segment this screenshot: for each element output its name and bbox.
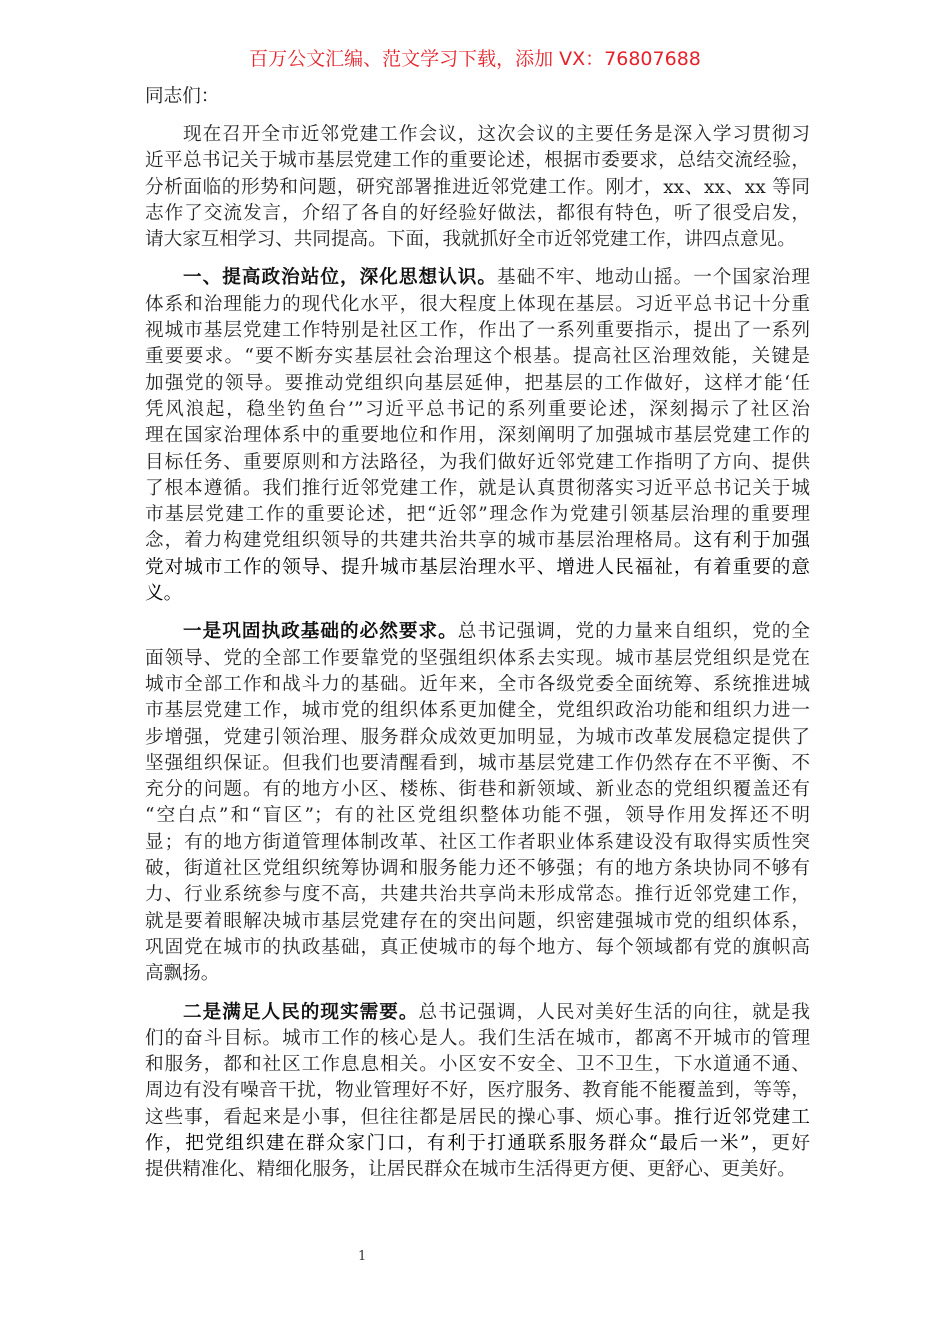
text-segment: 志作了交流发言，介绍了各自的好经验好做法，都很有特色，听了很受启发，: [145, 202, 810, 224]
text-line: [145, 555, 810, 581]
text-line: [145, 1052, 810, 1078]
text-line: [145, 1000, 810, 1026]
text-line: [145, 292, 810, 318]
text-line: [145, 751, 810, 777]
text-segment: 请大家互相学习、共同提高。下面，我就抓好全市近邻党建工作，讲四点意见。: [145, 229, 796, 251]
paragraph: [145, 122, 810, 253]
text-segment: 破，街道社区党组织统筹协调和服务能力还不够强；有的地方条块协同不够有: [145, 858, 810, 880]
text-segment: 念，着力构建党组织领导的共建共治共享的城市基层治理格局。: [145, 530, 694, 552]
text-line: [145, 935, 810, 961]
text-segment: 基础不牢、地动山摇。一个国家治理: [497, 267, 810, 289]
text-line: [145, 777, 810, 803]
text-line: [145, 175, 810, 201]
text-segment: 加强党的领导。要推动党组织向基层延伸，把基层的工作做好，这样才能‘任: [145, 372, 810, 394]
text-segment: 党对城市工作的领导、提升城市基层治理水平、增进人民福祉，有着重要的意: [145, 556, 810, 578]
text-line: [145, 909, 810, 935]
document-body: [145, 84, 810, 1196]
bold-heading-text: 一是巩固执政基础的必然要求。: [183, 621, 458, 643]
text-segment: 就是要着眼解决城市基层党建存在的突出问题，织密建强城市党的组织体系，: [145, 910, 810, 932]
text-segment: 作，把党组织建在群众家门口，有利于打通联系服务群众“最后一米”，: [145, 1132, 772, 1154]
text-segment: 充分的问题。有的地方小区、楼栋、街巷和新领域、新业态的党组织覆盖还有: [145, 779, 810, 801]
text-line: [145, 672, 810, 698]
text-segment: 高飘扬。: [145, 963, 220, 985]
paragraph: [145, 1000, 810, 1184]
text-segment: 周边有没有噪音干扰，物业管理好不好，医疗服务、教育能不能覆盖到，等等，: [145, 1080, 810, 1102]
text-line: [145, 882, 810, 908]
text-line: [145, 265, 810, 291]
text-line: [145, 856, 810, 882]
text-segment: 体系和治理能力的现代化水平，很大程度上体现在基层。习近平总书记十分重: [145, 293, 810, 315]
salutation: 同志们：: [145, 86, 220, 107]
text-line: [145, 646, 810, 672]
text-line: [145, 344, 810, 370]
text-line: [145, 371, 810, 397]
text-line: [145, 528, 810, 554]
text-line: [145, 1131, 810, 1157]
text-segment: 总书记强调，党的力量来自组织，党的全: [457, 621, 810, 643]
bold-heading-text: 一、提高政治站位，深化思想认识。: [183, 267, 498, 289]
text-segment: 重要要求。“要不断夯实基层社会治理这个根基。提高社区治理效能，关键是: [145, 346, 810, 368]
text-line: [145, 318, 810, 344]
text-line: [145, 1026, 810, 1052]
text-segment: 义。: [145, 583, 183, 605]
text-segment: 这些事，看起来是小事，但往往都是居民的操心事、烦心事。: [145, 1106, 674, 1128]
text-line: [145, 502, 810, 528]
text-segment: 巩固党在城市的执政基础，真正使城市的每个地方、每个领域都有党的旗帜高: [145, 936, 810, 958]
text-line: [145, 227, 810, 253]
paragraphs: [145, 122, 810, 1184]
text-line: [145, 423, 810, 449]
text-line: [145, 148, 810, 174]
text-line: [145, 201, 810, 227]
text-segment: “空白点”和“盲区”；有的社区党组织整体功能不强，领导作用发挥还不明: [145, 805, 810, 827]
text-segment: 目标任务、重要原则和方法路径，为我们做好近邻党建工作指明了方向、提供: [145, 451, 810, 473]
text-segment: 这有利于加强: [693, 530, 810, 552]
text-line: [145, 698, 810, 724]
text-line: [145, 725, 810, 751]
text-line: [145, 830, 810, 856]
text-segment: 市基层党建工作的重要论述，把“近邻”理念作为党建引领基层治理的重要理: [145, 504, 810, 526]
paragraph: [145, 265, 810, 607]
text-line: [145, 450, 810, 476]
text-segment: 市基层党建工作，城市党的组织体系更加健全，党组织政治功能和组织力进一: [145, 700, 810, 722]
text-segment: 坚强组织保证。但我们也要清醒看到，城市基层党建工作仍然存在不平衡、不: [145, 752, 810, 774]
text-segment: 近平总书记关于城市基层党建工作的重要论述，根据市委要求，总结交流经验，: [145, 150, 810, 172]
text-segment: 力、行业系统参与度不高，共建共治共享尚未形成常态。推行近邻党建工作，: [145, 884, 810, 906]
watermark-header: 百万公文汇编、范文学习下载，添加 VX：76807688: [249, 48, 701, 70]
text-line: [145, 581, 810, 607]
bold-heading-text: 二是满足人民的现实需要。: [183, 1001, 419, 1023]
text-segment: 了根本遵循。我们推行近邻党建工作，就是认真贯彻落实习近平总书记关于城: [145, 477, 810, 499]
text-segment: 现在召开全市近邻党建工作会议，这次会议的主要任务是深入学习贯彻习: [183, 124, 810, 145]
text-segment: 视城市基层党建工作特别是社区工作，作出了一系列重要指示，提出了一系列: [145, 320, 810, 342]
text-line: [145, 476, 810, 502]
text-line: [145, 619, 810, 645]
text-line: [145, 122, 810, 148]
text-segment: 凭风浪起，稳坐钓鱼台’”习近平总书记的系列重要论述，深刻揭示了社区治: [145, 398, 810, 420]
text-line: [145, 803, 810, 829]
text-segment: 显；有的地方街道管理体制改革、社区工作者职业体系建设没有取得实质性突: [145, 831, 810, 853]
text-segment: 推行近邻党建工: [673, 1106, 810, 1128]
text-line: [145, 397, 810, 423]
text-segment: 提供精准化、精细化服务，让居民群众在城市生活得更方便、更舒心、更美好。: [145, 1159, 796, 1181]
text-segment: 们的奋斗目标。城市工作的核心是人。我们生活在城市，都离不开城市的管理: [145, 1027, 810, 1049]
paragraph: [145, 619, 810, 987]
text-segment: 总书记强调，人民对美好生活的向往，就是我: [418, 1001, 810, 1023]
text-segment: 面领导、党的全部工作要靠党的坚强组织体系去实现。城市基层党组织是党在: [145, 647, 810, 669]
text-segment: 步增强，党建引领治理、服务群众成效更加明显，为城市改革发展稳定提供了: [145, 726, 810, 748]
page-number: 1: [358, 1249, 367, 1264]
text-line: [145, 1078, 810, 1104]
text-line: [145, 961, 810, 987]
text-segment: 和服务，都和社区工作息息相关。小区安不安全、卫不卫生，下水道通不通、: [145, 1054, 810, 1076]
text-line: [145, 1105, 810, 1131]
text-segment: 理在国家治理体系中的重要地位和作用，深刻阐明了加强城市基层党建工作的: [145, 425, 810, 447]
text-segment: 更好: [771, 1132, 810, 1154]
text-segment: 城市全部工作和战斗力的基础。近年来，全市各级党委全面统筹、系统推进城: [145, 673, 810, 695]
text-line: [145, 1157, 810, 1183]
text-segment: 分析面临的形势和问题，研究部署推进近邻党建工作。刚才，xx、xx、xx 等同: [145, 176, 810, 198]
